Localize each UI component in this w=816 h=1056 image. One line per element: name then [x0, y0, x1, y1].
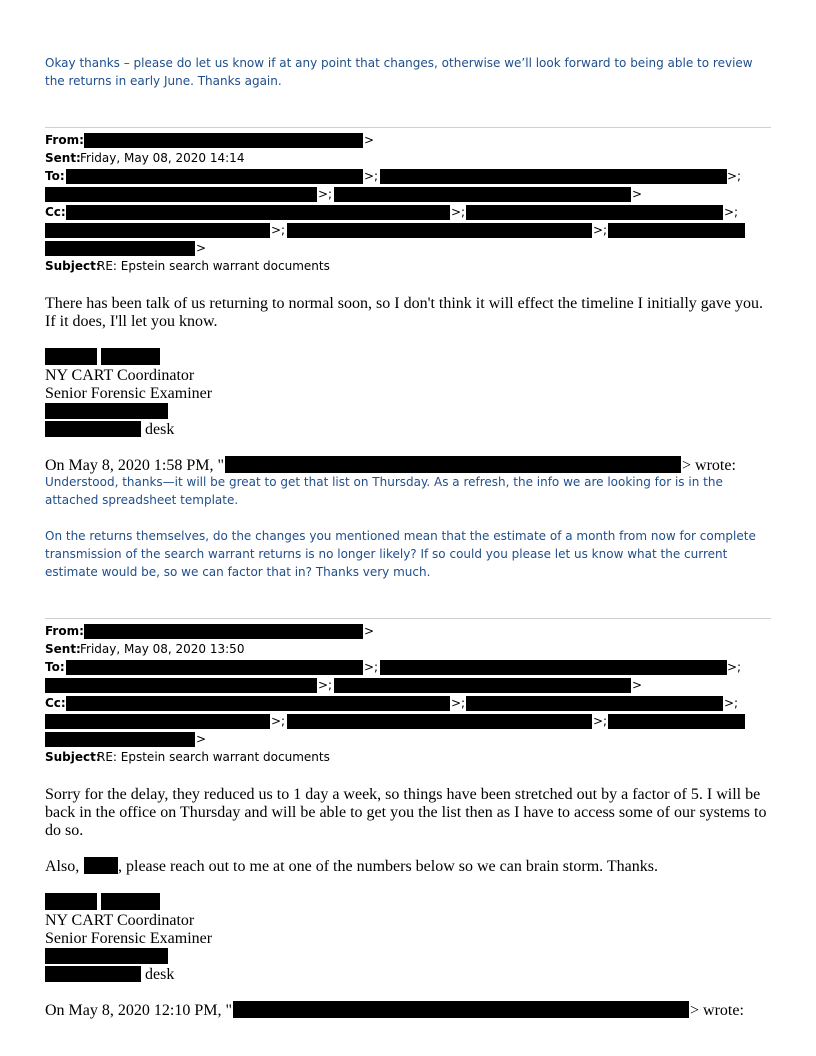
address-punct: >;	[593, 714, 608, 728]
address-punct: >	[196, 241, 207, 255]
redaction-block	[45, 403, 168, 419]
redaction-block	[45, 966, 141, 982]
redaction-block	[66, 696, 450, 711]
redaction-block	[225, 456, 681, 473]
address-punct: >;	[724, 205, 739, 219]
sent-value: Friday, May 08, 2020 13:50	[80, 642, 245, 656]
redaction-block	[66, 660, 363, 675]
address-punct: >;	[364, 169, 379, 183]
reply-top-text: Okay thanks – please do let us know if at any point that changes, otherwise we’ll look forward to being able to review the returns in early June. Thanks again.	[45, 56, 753, 88]
from-label: From:	[45, 624, 84, 638]
quoted-paragraph: On the returns themselves, do the changes you mentioned mean that the estimate of a month from now for complete transmission of the search warrant returns is no longer likely? If so could you please let us know what the current estimate would be, so we can factor that in? Thanks very much.	[45, 529, 756, 579]
redaction-block	[608, 223, 745, 238]
subject-value: RE: Epstein search warrant documents	[97, 750, 330, 764]
address-punct: >;	[593, 223, 608, 237]
address-punct: >	[632, 678, 643, 692]
signature-title: Senior Forensic Examiner	[45, 385, 213, 402]
address-punct: >;	[724, 696, 739, 710]
message-body-1: There has been talk of us returning to normal soon, so I don't think it will effect the timeline I initially gave you. If it does, I'll let you know.	[45, 295, 763, 330]
signature-desk: desk	[145, 421, 175, 438]
quote-intro: On May 8, 2020 12:10 PM, "	[45, 1002, 232, 1019]
address-punct: >;	[364, 660, 379, 674]
address-punct: >;	[451, 696, 466, 710]
address-punct: >;	[318, 678, 333, 692]
sent-value: Friday, May 08, 2020 14:14	[80, 151, 245, 165]
subject-value: RE: Epstein search warrant documents	[97, 259, 330, 273]
address-punct: >	[364, 624, 375, 638]
quote-wrote: > wrote:	[682, 457, 736, 474]
redaction-block	[466, 205, 723, 220]
redaction-block	[45, 732, 195, 747]
redaction-block	[45, 948, 168, 964]
sent-label: Sent:	[45, 642, 81, 656]
quote-wrote: > wrote:	[690, 1002, 744, 1019]
redaction-block	[45, 893, 97, 910]
address-punct: >;	[451, 205, 466, 219]
redaction-block	[101, 348, 160, 365]
subject-label: Subject:	[45, 750, 101, 764]
address-punct: >;	[727, 169, 742, 183]
address-punct: >	[364, 133, 375, 147]
redaction-block	[45, 678, 317, 693]
redaction-block	[287, 714, 592, 729]
cc-label: Cc:	[45, 205, 66, 219]
redaction-block	[45, 421, 141, 437]
quote-intro: On May 8, 2020 1:58 PM, "	[45, 457, 224, 474]
redaction-block	[287, 223, 592, 238]
redaction-block	[66, 205, 450, 220]
redaction-block	[84, 857, 118, 874]
signature-title: NY CART Coordinator	[45, 367, 195, 384]
redaction-block	[380, 169, 727, 184]
redaction-block	[45, 223, 270, 238]
redaction-block	[101, 893, 160, 910]
address-punct: >;	[271, 223, 286, 237]
signature-desk: desk	[145, 966, 175, 983]
subject-label: Subject:	[45, 259, 101, 273]
address-punct: >;	[727, 660, 742, 674]
message-body-2: Sorry for the delay, they reduced us to 1 day a week, so things have been stretched out by a factor of 5. I will be back in the office on Thursday and will be able to get you the list then as I have to access some of our systems to do so.	[45, 786, 767, 839]
signature-title: Senior Forensic Examiner	[45, 930, 213, 947]
redaction-block	[334, 187, 631, 202]
address-punct: >	[196, 732, 207, 746]
redaction-block	[45, 348, 97, 365]
also-prefix: Also,	[45, 858, 80, 875]
redaction-block	[45, 714, 270, 729]
address-punct: >;	[271, 714, 286, 728]
redaction-block	[233, 1001, 689, 1018]
to-label: To:	[45, 660, 65, 674]
sent-label: Sent:	[45, 151, 81, 165]
also-text: , please reach out to me at one of the numbers below so we can brain storm. Thanks.	[118, 858, 658, 875]
redaction-block	[45, 187, 317, 202]
redaction-block	[608, 714, 745, 729]
redaction-block	[380, 660, 727, 675]
redaction-block	[466, 696, 723, 711]
address-punct: >	[632, 187, 643, 201]
cc-label: Cc:	[45, 696, 66, 710]
redaction-block	[66, 169, 363, 184]
header-divider-2	[45, 618, 771, 619]
header-divider-1	[45, 127, 771, 128]
address-punct: >;	[318, 187, 333, 201]
quoted-paragraph: Understood, thanks—it will be great to get that list on Thursday. As a refresh, the info we are looking for is in the attached spreadsheet template.	[45, 475, 723, 507]
from-label: From:	[45, 133, 84, 147]
redaction-block	[334, 678, 631, 693]
redaction-block	[84, 624, 363, 639]
redaction-block	[45, 241, 195, 256]
to-label: To:	[45, 169, 65, 183]
redaction-block	[84, 133, 363, 148]
signature-title: NY CART Coordinator	[45, 912, 195, 929]
